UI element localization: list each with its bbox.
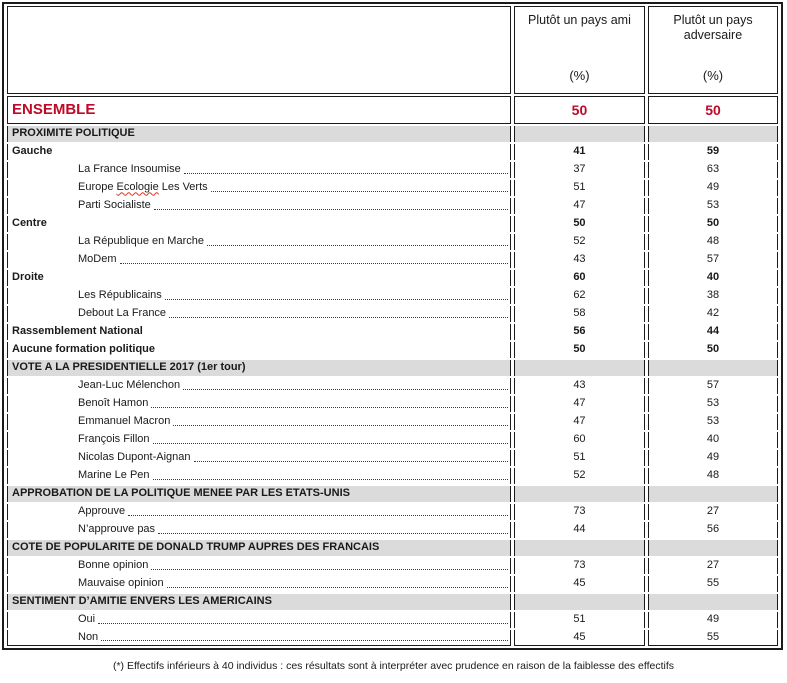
ami-value: 44 (514, 522, 645, 538)
section-header-row (7, 360, 778, 376)
row-label (7, 414, 511, 430)
data-row (7, 198, 778, 214)
ami-value: 73 (514, 504, 645, 520)
row-label-text: Approuve (78, 505, 126, 518)
adversaire-value: 48 (648, 234, 778, 250)
row-label-text: Oui (78, 613, 96, 626)
dot-leader (148, 397, 510, 410)
row-label-text: Rassemblement National (12, 325, 143, 338)
row-label (7, 306, 511, 322)
data-row (7, 234, 778, 250)
adversaire-value: 56 (648, 522, 778, 538)
ami-value: 37 (514, 162, 645, 178)
section-label: PROXIMITE POLITIQUE (7, 126, 511, 142)
data-row (7, 144, 778, 160)
row-label (7, 252, 511, 268)
data-row (7, 558, 778, 574)
dot-leader (181, 163, 510, 176)
ami-value: 43 (514, 252, 645, 268)
row-label-text: N’approuve pas (78, 523, 156, 536)
row-label-text: Marine Le Pen (78, 469, 150, 482)
adversaire-value: 40 (648, 432, 778, 448)
adversaire-value: 48 (648, 468, 778, 484)
section-ami-cell (514, 486, 645, 502)
data-row (7, 288, 778, 304)
row-label (7, 342, 511, 358)
ensemble-adversaire-value: 50 (648, 96, 778, 124)
adversaire-value: 59 (648, 144, 778, 160)
row-label-text: Nicolas Dupont-Aignan (78, 451, 191, 464)
data-row (7, 630, 778, 646)
section-label: SENTIMENT D’AMITIE ENVERS LES AMERICAINS (7, 594, 511, 610)
section-adversaire-cell (648, 540, 778, 556)
ami-value: 58 (514, 306, 645, 322)
data-row (7, 504, 778, 520)
row-label (7, 468, 511, 484)
adversaire-value: 55 (648, 630, 778, 646)
ami-value: 62 (514, 288, 645, 304)
section-header-row (7, 126, 778, 142)
data-row (7, 270, 778, 286)
column-header-adversaire (648, 6, 778, 94)
section-header-row (7, 540, 778, 556)
data-row (7, 342, 778, 358)
ami-value: 47 (514, 414, 645, 430)
data-row (7, 324, 778, 340)
adversaire-value: 40 (648, 270, 778, 286)
dot-leader (180, 379, 510, 392)
dot-leader (148, 559, 510, 572)
ami-value: 51 (514, 450, 645, 466)
row-label-text: Parti Socialiste (78, 199, 151, 212)
row-label-text: Bonne opinion (78, 559, 149, 572)
dot-leader (125, 505, 510, 518)
row-label-text: Non (78, 630, 99, 643)
report-page (0, 2, 787, 683)
column-header-ami-unit: (%) (569, 68, 590, 84)
row-label (7, 324, 511, 340)
row-label (7, 558, 511, 574)
row-label (7, 378, 511, 394)
row-label-text: Les Républicains (78, 289, 162, 302)
data-row (7, 612, 778, 628)
row-label (7, 450, 511, 466)
ami-value: 60 (514, 270, 645, 286)
column-header-adversaire-label: Plutôt un pays adversaire (673, 13, 753, 42)
dot-leader (155, 523, 510, 536)
adversaire-value: 27 (648, 558, 778, 574)
adversaire-value: 50 (648, 216, 778, 232)
corner-header-cell (7, 6, 511, 94)
row-label (7, 612, 511, 628)
row-label (7, 432, 511, 448)
ami-value: 45 (514, 576, 645, 592)
section-ami-cell (514, 540, 645, 556)
dot-leader (204, 235, 510, 248)
row-label (7, 234, 511, 250)
row-label-text: Debout La France (78, 307, 167, 320)
data-row (7, 414, 778, 430)
data-row (7, 432, 778, 448)
adversaire-value: 57 (648, 378, 778, 394)
dot-leader (151, 199, 510, 212)
row-label-text: La France Insoumise (78, 163, 181, 176)
section-adversaire-cell (648, 486, 778, 502)
ami-value: 47 (514, 198, 645, 214)
adversaire-value: 63 (648, 162, 778, 178)
row-label (7, 198, 511, 214)
section-label: APPROBATION DE LA POLITIQUE MENEE PAR LES ETATS-UNIS (7, 486, 511, 502)
data-row (7, 378, 778, 394)
ami-value: 60 (514, 432, 645, 448)
adversaire-value: 44 (648, 324, 778, 340)
dot-leader (98, 631, 510, 644)
row-label-text: Aucune formation politique (12, 343, 155, 356)
row-label-text: Emmanuel Macron (78, 415, 171, 428)
row-label-text: Droite (12, 271, 44, 284)
row-label (7, 270, 511, 286)
ensemble-row (7, 96, 778, 124)
row-label-text: Europe Ecologie Les Verts (78, 181, 208, 194)
row-label-text: Centre (12, 217, 47, 230)
ensemble-ami-value: 50 (514, 96, 645, 124)
section-label: VOTE A LA PRESIDENTIELLE 2017 (1er tour) (7, 360, 511, 376)
data-row (7, 180, 778, 196)
section-header-row (7, 594, 778, 610)
dot-leader (162, 289, 510, 302)
dot-leader (166, 307, 510, 320)
row-label-text: Benoît Hamon (78, 397, 149, 410)
ami-value: 47 (514, 396, 645, 412)
ami-value: 51 (514, 180, 645, 196)
ami-value: 52 (514, 234, 645, 250)
column-header-row (7, 6, 778, 94)
row-label (7, 504, 511, 520)
dot-leader (117, 253, 510, 266)
data-row (7, 522, 778, 538)
adversaire-value: 53 (648, 198, 778, 214)
row-label (7, 216, 511, 232)
data-row (7, 252, 778, 268)
column-header-adversaire-unit: (%) (702, 68, 724, 84)
section-label: COTE DE POPULARITE DE DONALD TRUMP AUPRES DES FRANCAIS (7, 540, 511, 556)
row-label (7, 144, 511, 160)
results-table (2, 2, 783, 650)
section-ami-cell (514, 360, 645, 376)
row-label (7, 522, 511, 538)
ensemble-label: ENSEMBLE (7, 96, 511, 124)
footnote: (*) Effectifs inférieurs à 40 individus : ces résultats sont à interpréter avec prudence en raison de la faiblesse des effectifs (112, 660, 675, 672)
dot-leader (150, 469, 510, 482)
adversaire-value: 42 (648, 306, 778, 322)
row-label-text: Gauche (12, 145, 53, 158)
data-row (7, 576, 778, 592)
section-adversaire-cell (648, 360, 778, 376)
adversaire-value: 38 (648, 288, 778, 304)
dot-leader (150, 433, 510, 446)
ami-value: 50 (514, 342, 645, 358)
row-label (7, 576, 511, 592)
data-row (7, 306, 778, 322)
row-label-text: Mauvaise opinion (78, 577, 164, 590)
data-row (7, 468, 778, 484)
dot-leader (164, 577, 510, 590)
row-label-text: La République en Marche (78, 235, 204, 248)
row-label (7, 630, 511, 646)
ami-value: 50 (514, 216, 645, 232)
section-adversaire-cell (648, 126, 778, 142)
adversaire-value: 27 (648, 504, 778, 520)
spellcheck-underline-word: Ecologie (116, 181, 159, 194)
section-adversaire-cell (648, 594, 778, 610)
row-label (7, 288, 511, 304)
data-row (7, 450, 778, 466)
row-label (7, 162, 511, 178)
ami-value: 52 (514, 468, 645, 484)
adversaire-value: 55 (648, 576, 778, 592)
section-header-row (7, 486, 778, 502)
row-label-text: MoDem (78, 253, 117, 266)
adversaire-value: 49 (648, 180, 778, 196)
section-ami-cell (514, 594, 645, 610)
adversaire-value: 53 (648, 396, 778, 412)
column-header-ami (514, 6, 645, 94)
dot-leader (170, 415, 510, 428)
row-label (7, 180, 511, 196)
ami-value: 73 (514, 558, 645, 574)
ami-value: 45 (514, 630, 645, 646)
adversaire-value: 57 (648, 252, 778, 268)
row-label-text: François Fillon (78, 433, 150, 446)
column-header-ami-label: Plutôt un pays ami (528, 13, 631, 27)
dot-leader (95, 613, 510, 626)
adversaire-value: 49 (648, 450, 778, 466)
adversaire-value: 53 (648, 414, 778, 430)
ami-value: 41 (514, 144, 645, 160)
ami-value: 43 (514, 378, 645, 394)
data-row (7, 216, 778, 232)
ami-value: 51 (514, 612, 645, 628)
adversaire-value: 50 (648, 342, 778, 358)
row-label-text: Jean-Luc Mélenchon (78, 379, 181, 392)
ami-value: 56 (514, 324, 645, 340)
data-row (7, 396, 778, 412)
data-row (7, 162, 778, 178)
dot-leader (208, 181, 510, 194)
dot-leader (191, 451, 510, 464)
adversaire-value: 49 (648, 612, 778, 628)
row-label (7, 396, 511, 412)
section-ami-cell (514, 126, 645, 142)
